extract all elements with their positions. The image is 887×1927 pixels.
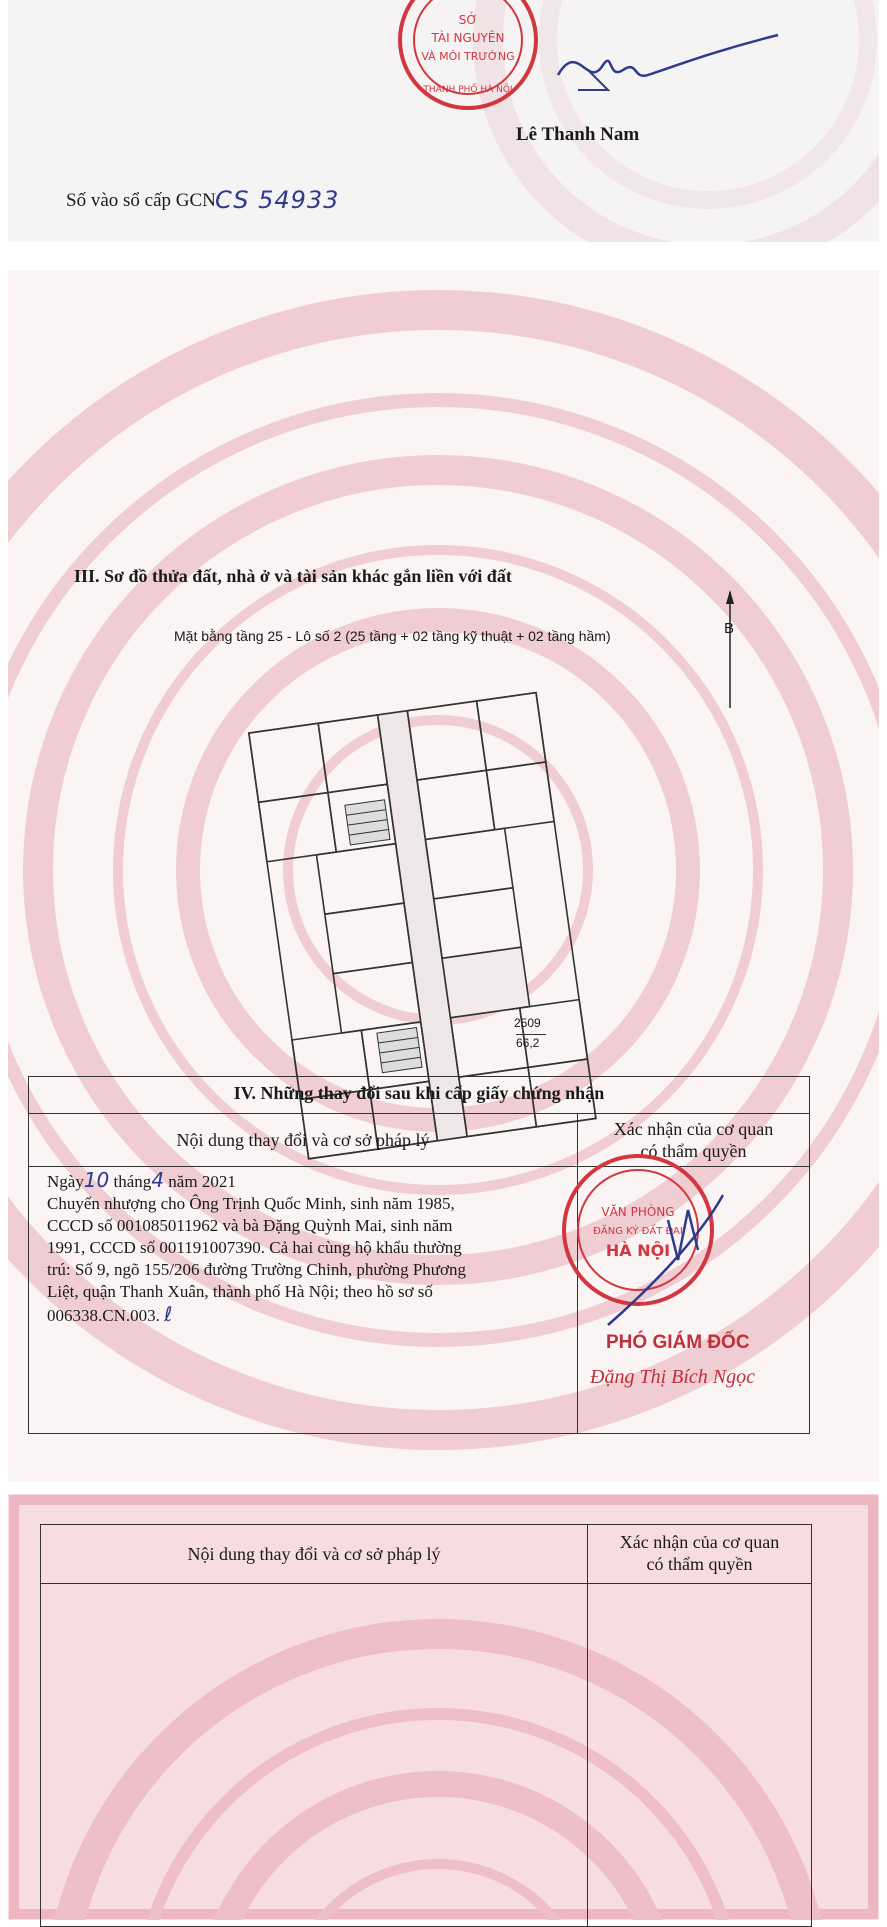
svg-text:ĐĂNG KÝ ĐẤT ĐAI: ĐĂNG KÝ ĐẤT ĐAI [593,1226,683,1237]
approver-title: PHÓ GIÁM ĐỐC [606,1332,750,1353]
column-header-content-cont: Nội dung thay đổi và cơ sở pháp lý [41,1525,588,1584]
column-header-content: Nội dung thay đổi và cơ sở pháp lý [29,1114,578,1167]
svg-text:VÀ MÔI TRƯỜNG: VÀ MÔI TRƯỜNG [421,50,515,63]
section-3-title: III. Sơ đồ thửa đất, nhà ở và tài sản khác gắn liền với đất [74,566,512,586]
unit-area: 66,2 [516,1036,540,1050]
floor-plan-caption: Mặt bằng tầng 25 - Lô số 2 (25 tầng + 02 tầng kỹ thuật + 02 tầng hầm) [174,628,611,644]
signature-director [548,20,788,100]
svg-text:THÀNH PHỐ HÀ NỘI: THÀNH PHỐ HÀ NỘI [423,85,513,95]
certificate-page-top [8,0,879,242]
gcn-register-label: Số vào sổ cấp GCN: [66,190,222,211]
continuation-table [40,1524,812,1927]
column-header-approval-cont: Xác nhận của cơ quan có thẩm quyền [588,1525,812,1584]
north-arrow-icon [720,590,740,710]
signer-name: Lê Thanh Nam [516,124,640,145]
gcn-register-number: CS 54933 [215,186,340,214]
svg-text:HÀ NỘI: HÀ NỘI [605,1241,671,1260]
registration-office-seal [548,1150,748,1330]
svg-text:TÀI NGUYÊN: TÀI NGUYÊN [431,31,505,45]
north-label: B [724,620,735,637]
official-seal [388,0,548,110]
empty-approval-cell [588,1584,812,1927]
entry-date: Ngày10 tháng4 năm 2021 [47,1168,236,1192]
column-header-approval: Xác nhận của cơ quan có thẩm quyền [578,1114,810,1167]
svg-text:SỞ: SỞ [458,13,478,27]
svg-text:VĂN PHÒNG: VĂN PHÒNG [601,1205,675,1219]
unit-number: 2509 [514,1016,541,1030]
change-entry: Ngày10 tháng4 năm 2021 Chuyển nhượng cho Ông Trịnh Quốc Minh, sinh năm 1985, CCCD số 001085011962 và bà Đặng Quỳnh Mai, sinh năm 1991, CCCD số 001191007390. Cả hai cùng hộ khẩu thường trú: Số 9, ngõ 155/206 đường Trường Chinh, phường Phương Liệt, quận Thanh Xuân, thành phố Hà Nội; theo hồ sơ số 006338.CN.003. ℓ [29,1167,578,1434]
initials-mark: ℓ [164,1302,173,1326]
section-4-title: IV. Những thay đổi sau khi cấp giấy chứng nhận [29,1077,810,1114]
empty-entry-cell [41,1584,588,1927]
approver-name: Đặng Thị Bích Ngọc [590,1366,755,1388]
